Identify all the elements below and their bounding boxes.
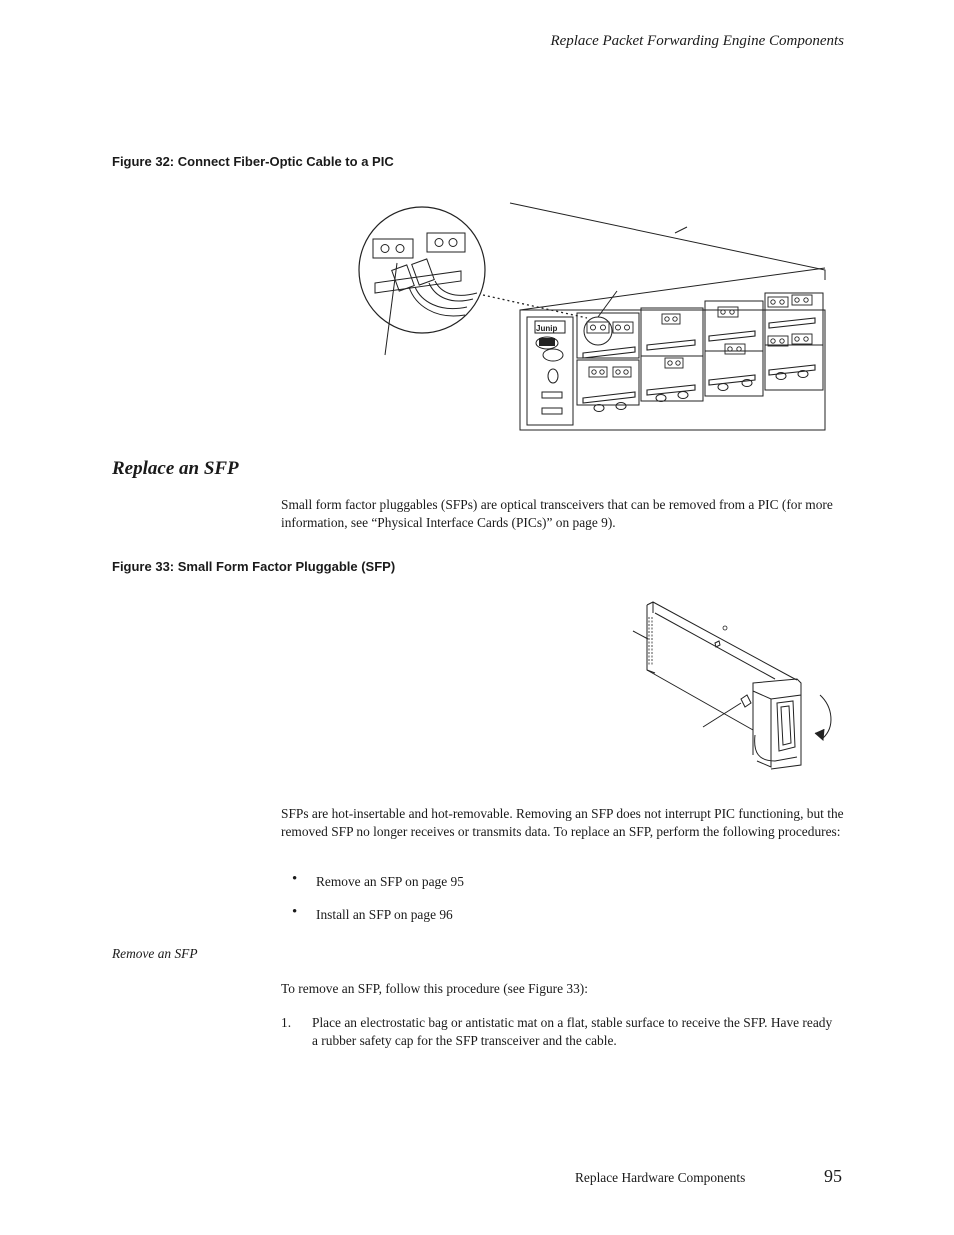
list-item-text: Install an SFP on page 96	[316, 907, 453, 922]
footer-label: Replace Hardware Components	[575, 1170, 746, 1185]
figure-32-illustration	[355, 195, 835, 435]
procedure-step	[281, 1014, 841, 1050]
step-text: Place an electrostatic bag or antistatic mat on a flat, stable surface to receive the SFP. Have ready a rubber safety cap for the SFP transceiver and the cable.	[312, 1015, 833, 1048]
bullet-dot: •	[292, 871, 298, 887]
logo-text: Junip	[536, 324, 558, 333]
section-title: Replace an SFP	[112, 458, 239, 479]
figure-33-caption: Figure 33: Small Form Factor Pluggable (SFP)	[112, 559, 396, 574]
page-number: 95	[824, 1166, 842, 1186]
hot-swap-paragraph: SFPs are hot-insertable and hot-removable. Removing an SFP does not interrupt PIC functioning, but the removed SFP no longer receives or transmits data. To replace an SFP, perform the following procedures:	[281, 806, 844, 839]
figure-32-caption: Figure 32: Connect Fiber-Optic Cable to a PIC	[112, 154, 394, 169]
running-head: Replace Packet Forwarding Engine Components	[550, 33, 844, 49]
list-item-text: Remove an SFP on page 95	[316, 874, 464, 889]
figure-33-illustration	[625, 595, 840, 780]
remove-intro: To remove an SFP, follow this procedure (see Figure 33):	[281, 981, 588, 996]
section-intro: Small form factor pluggables (SFPs) are optical transceivers that can be removed from a PIC (for more information, see “Physical Interface Cards (PICs)” on page 9).	[281, 497, 833, 530]
bullet-dot: •	[292, 904, 298, 920]
subsection-title: Remove an SFP	[112, 946, 198, 961]
step-number: 1.	[281, 1015, 292, 1030]
